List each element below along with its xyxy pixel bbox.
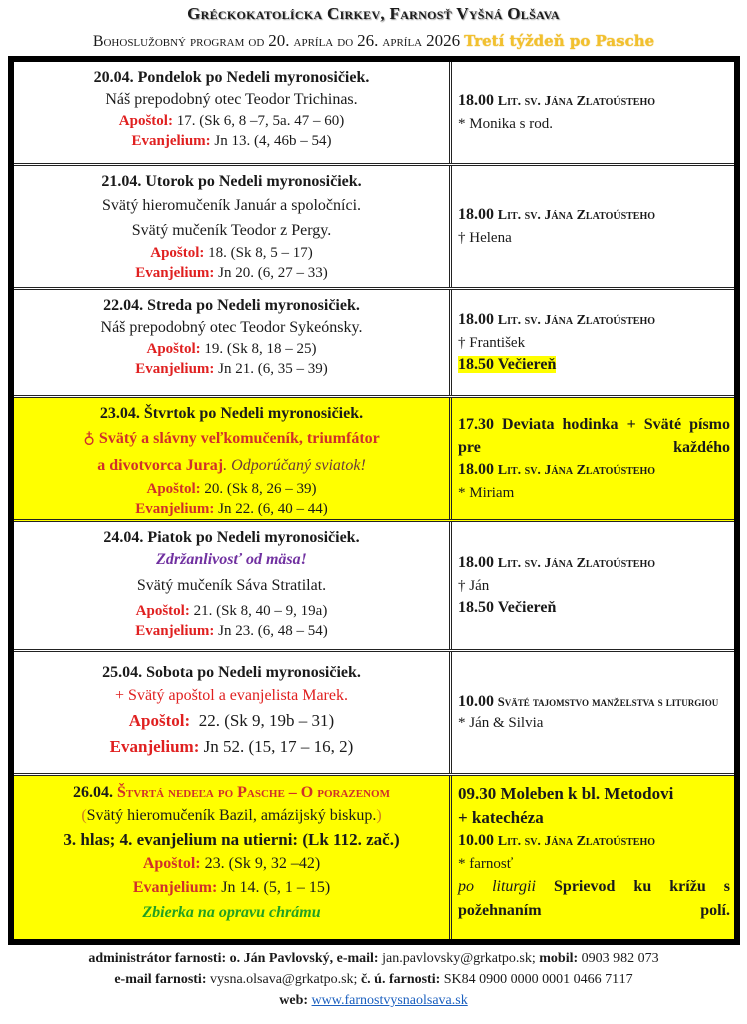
intention: * farnosť (458, 856, 514, 872)
collection-note: Zbierka na opravu chrámu (142, 904, 321, 921)
month-from: apríla do (293, 33, 354, 50)
apostol-reading: Apoštol: 19. (Sk 8, 18 – 25) (146, 341, 317, 357)
gospel-reading: Evanjelium: Jn 22. (6, 40 – 44) (135, 501, 328, 517)
service-item: 09.30 Moleben k bl. Metodovi (458, 784, 674, 803)
page-title: Gréckokatolícka Cirkev, Farnosť Vyšná Olšava (187, 4, 560, 23)
saint-line: Náš prepodobný otec Teodor Trichinas. (105, 91, 358, 108)
services (452, 290, 734, 395)
saint-line: Svätý mučeník Sáva Stratilat. (136, 577, 327, 594)
bank-account: SK84 0900 0000 0001 0466 7117 (443, 972, 633, 987)
footer-admin-line: administrátor farnosti: o. Ján Pavlovský, e-mail: jan.pavlovsky@grkatpo.sk; mobil: 0903 982 073 (88, 951, 659, 966)
day-info (14, 522, 452, 649)
services (452, 398, 734, 519)
gospel-reading: Evanjelium: Jn 20. (6, 27 – 33) (135, 265, 328, 281)
apostol-reading: Apoštol: 21. (Sk 8, 40 – 9, 19a) (135, 603, 328, 619)
service-item-vespers: 18.50 Večiereň (458, 599, 557, 616)
service-item: 18.00 Lit. sv. Jána Zlatoústeho (458, 461, 656, 478)
intention: * Ján & Silvia (458, 714, 544, 731)
service-item: 17.30 Deviata hodinka + Sväté písmo pre každého (458, 416, 731, 456)
schedule-table (8, 56, 740, 945)
saint-line: Náš prepodobný otec Teodor Sykeónsky. (100, 319, 363, 336)
day-heading: 21.04. Utorok po Nedeli myronosičiek. (101, 173, 362, 190)
page-subtitle (0, 31, 747, 51)
month-to: apríla (382, 33, 423, 50)
services (452, 166, 734, 287)
saint-line: Svätý mučeník Teodor z Pergy. (131, 222, 332, 239)
day-row-sunday (14, 776, 734, 939)
apostol-reading: Apoštol: 20. (Sk 8, 26 – 39) (146, 481, 317, 497)
services (452, 776, 734, 939)
day-heading: 23.04. Štvrtok po Nedeli myronosičiek. (99, 405, 364, 422)
apostol-reading: Apoštol: 17. (Sk 6, 8 –7, 5a. 47 – 60) (118, 113, 345, 129)
gospel-reading: Evanjelium: Jn 21. (6, 35 – 39) (135, 361, 328, 377)
day-heading: 25.04. Sobota po Nedeli myronosičiek. (102, 664, 361, 681)
day-row-monday (14, 62, 734, 166)
gospel-reading: Evanjelium: Jn 13. (4, 46b – 54) (131, 133, 332, 149)
day-heading: 20.04. Pondelok po Nedeli myronosičiek. (93, 69, 370, 86)
procession-note: po liturgii Sprievod ku krížu s požehnaním polí. (458, 878, 731, 919)
gospel-reading: Evanjelium: Jn 52. (15, 17 – 16, 2) (109, 737, 354, 756)
parish-email[interactable]: vysna.olsava@grkatpo.sk; (210, 972, 358, 987)
subtitle-prefix: Bohoslužobný program od (92, 33, 265, 50)
day-row-wednesday (14, 290, 734, 398)
service-item-vespers: 18.50 Večiereň (458, 356, 557, 373)
services (452, 522, 734, 649)
feast-line: + Svätý apoštol a evanjelista Marek. (115, 687, 348, 704)
day-info (14, 62, 452, 163)
day-row-thursday (14, 398, 734, 522)
services (452, 62, 734, 163)
apostol-reading: Apoštol: 18. (Sk 8, 5 – 17) (150, 245, 313, 261)
date-from: 20. (268, 31, 290, 50)
day-info (14, 166, 452, 287)
saint-line: Svätý hieromučeník Január a spoločníci. (101, 197, 362, 214)
day-info (14, 290, 452, 395)
tone-line: 3. hlas; 4. evanjelium na utierni: (Lk 112. zač.) (63, 830, 400, 849)
service-item: 10.00 Sväté tajomstvo manželstva s liturgiou (458, 692, 719, 710)
day-heading: 26.04. Štvrtá nedeľa po Pasche – O porazenom (73, 784, 390, 801)
service-item: 18.00 Lit. sv. Jána Zlatoústeho (458, 311, 656, 328)
fast-note: Zdržanlivosť od mäsa! (156, 551, 307, 568)
service-extra: + katechéza (458, 808, 544, 827)
service-item: 18.00 Lit. sv. Jána Zlatoústeho (458, 92, 656, 109)
day-heading: 22.04. Streda po Nedeli myronosičiek. (103, 297, 360, 314)
contact-footer (0, 948, 747, 1011)
intention: * Miriam (458, 485, 515, 501)
year: 2026 (426, 31, 461, 50)
day-info (14, 776, 452, 939)
intention: † Helena (458, 230, 512, 246)
day-heading: 24.04. Piatok po Nedeli myronosičiek. (103, 529, 360, 546)
apostol-reading: Apoštol: 22. (Sk 9, 19b – 31) (128, 711, 335, 730)
intention: * Monika s rod. (458, 116, 553, 132)
gospel-reading: Evanjelium: Jn 14. (5, 1 – 15) (132, 879, 331, 896)
day-info (14, 652, 452, 773)
admin-email[interactable]: jan.pavlovsky@grkatpo.sk; (382, 951, 536, 966)
intention: † Ján (458, 578, 490, 594)
day-info (14, 398, 452, 519)
footer-web-line: web: www.farnostvysnaolsava.sk (279, 993, 468, 1008)
service-item: 18.00 Lit. sv. Jána Zlatoústeho (458, 206, 656, 223)
apostol-reading: Apoštol: 23. (Sk 9, 32 –42) (142, 855, 321, 872)
footer-parish-line: e-mail farnosti: vysna.olsava@grkatpo.sk; č. ú. farnosti: SK84 0900 0000 0001 0466 7117 (114, 972, 633, 987)
website-link[interactable]: www.farnostvysnaolsava.sk (311, 993, 468, 1008)
gospel-reading: Evanjelium: Jn 23. (6, 48 – 54) (135, 623, 328, 639)
feast-line: a divotvorca Juraj. Odporúčaný sviatok! (97, 457, 366, 474)
feast-line: ♁ Svätý a slávny veľkomučeník, triumfátor (83, 430, 380, 447)
service-item: 10.00 Lit. sv. Jána Zlatoústeho (458, 832, 656, 849)
day-row-tuesday (14, 166, 734, 290)
admin-mobile: 0903 982 073 (581, 951, 659, 966)
saint-line: (Svätý hieromučeník Bazil, amázijský biskup.) (81, 807, 382, 824)
day-row-saturday (14, 652, 734, 776)
date-to: 26. (357, 31, 379, 50)
week-label: Tretí týždeň po Pasche (464, 32, 655, 50)
service-item: 18.00 Lit. sv. Jána Zlatoústeho (458, 554, 656, 571)
day-row-friday (14, 522, 734, 652)
services (452, 652, 734, 773)
intention: † František (458, 335, 526, 351)
